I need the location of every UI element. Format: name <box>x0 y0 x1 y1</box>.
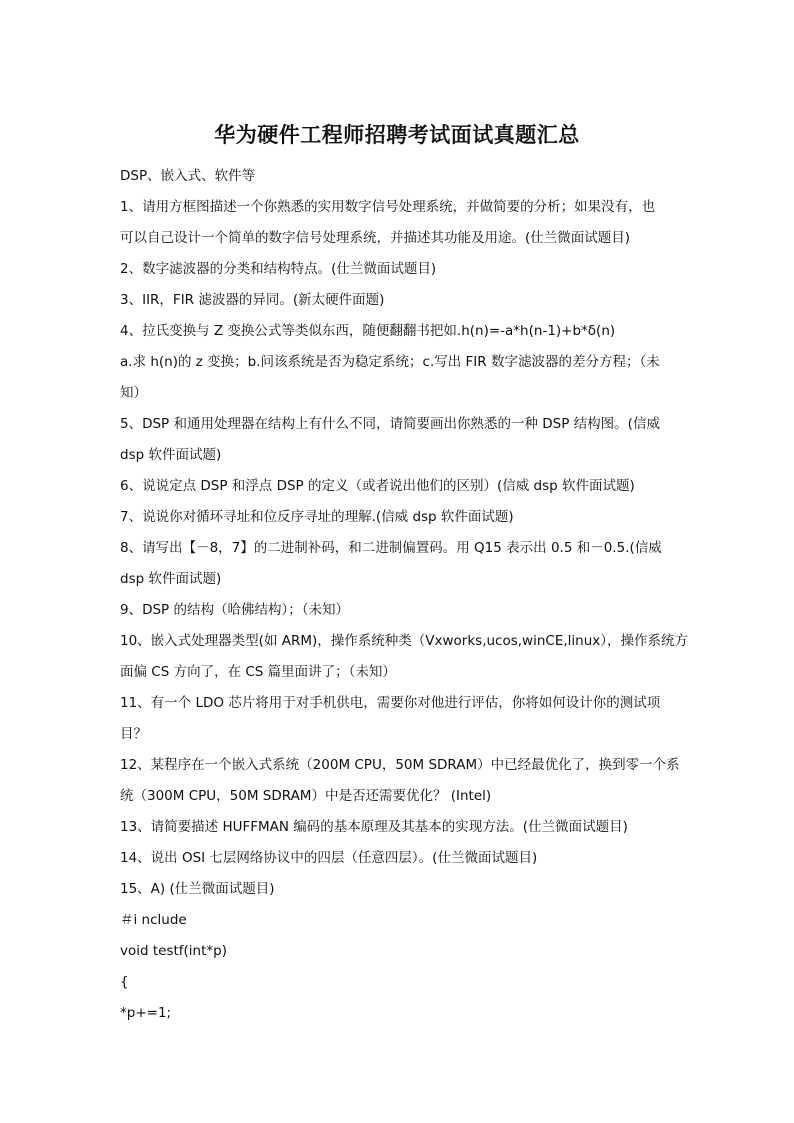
code-line: void testf(int*p) <box>120 943 227 959</box>
code-line: ＃i nclude <box>120 912 187 928</box>
text-line: 12、某程序在一个嵌入式系统（200M CPU，50M SDRAM）中已经最优化了，换到零一个系 <box>120 757 680 773</box>
text-line: 14、说出 OSI 七层网络协议中的四层（任意四层）。(仕兰微面试题目) <box>120 850 538 866</box>
text-line: 知） <box>120 385 147 401</box>
text-line: 3、IIR，FIR 滤波器的异同。(新太硬件面题) <box>120 292 385 308</box>
text-line: 10、嵌入式处理器类型(如 ARM)，操作系统种类（Vxworks,ucos,winCE,linux），操作系统方 <box>120 633 688 649</box>
code-line: *p+=1; <box>120 1005 172 1021</box>
text-line: 11、有一个 LDO 芯片将用于对手机供电，需要你对他进行评估，你将如何设计你的测试项 <box>120 695 661 711</box>
text-line: 15、A) (仕兰微面试题目) <box>120 881 275 897</box>
text-line: 6、说说定点 DSP 和浮点 DSP 的定义（或者说出他们的区别）(信威 dsp 软件面试题) <box>120 478 635 494</box>
text-line: 可以自己设计一个简单的数字信号处理系统，并描述其功能及用途。(仕兰微面试题目) <box>120 230 631 246</box>
text-line: dsp 软件面试题) <box>120 571 222 587</box>
text-line: 面偏 CS 方向了，在 CS 篇里面讲了；（未知） <box>120 664 396 680</box>
code-line: { <box>120 974 129 990</box>
document-body <box>120 161 688 1029</box>
text-line: 4、拉氏变换与 Z 变换公式等类似东西，随便翻翻书把如.h(n)=-a*h(n-1)+b*δ(n) <box>120 323 616 339</box>
text-line: 7、说说你对循环寻址和位反序寻址的理解.(信威 dsp 软件面试题) <box>120 509 514 525</box>
text-line: 13、请简要描述 HUFFMAN 编码的基本原理及其基本的实现方法。(仕兰微面试题目) <box>120 819 628 835</box>
text-line: dsp 软件面试题) <box>120 447 222 463</box>
text-line: 2、数字滤波器的分类和结构特点。(仕兰微面试题目) <box>120 261 437 277</box>
text-line: DSP、嵌入式、软件等 <box>120 168 256 184</box>
text-line: 1、请用方框图描述一个你熟悉的实用数字信号处理系统，并做简要的分析；如果没有，也 <box>120 199 656 215</box>
text-line: a.求 h(n)的 z 变换；b.问该系统是否为稳定系统；c.写出 FIR 数字滤波器的差分方程；（未 <box>120 354 660 370</box>
text-line: 5、DSP 和通用处理器在结构上有什么不同，请简要画出你熟悉的一种 DSP 结构图。(信威 <box>120 416 660 432</box>
text-line: 统（300M CPU，50M SDRAM）中是否还需要优化？ (Intel) <box>120 788 492 804</box>
text-line: 9、DSP 的结构（哈佛结构）；（未知） <box>120 602 349 618</box>
text-line: 8、请写出【－8，7】的二进制补码，和二进制偏置码。用 Q15 表示出 0.5 和－0.5.(信威 <box>120 540 662 556</box>
document-title: 华为硬件工程师招聘考试面试真题汇总 <box>214 122 580 147</box>
text-line: 目？ <box>120 726 147 742</box>
